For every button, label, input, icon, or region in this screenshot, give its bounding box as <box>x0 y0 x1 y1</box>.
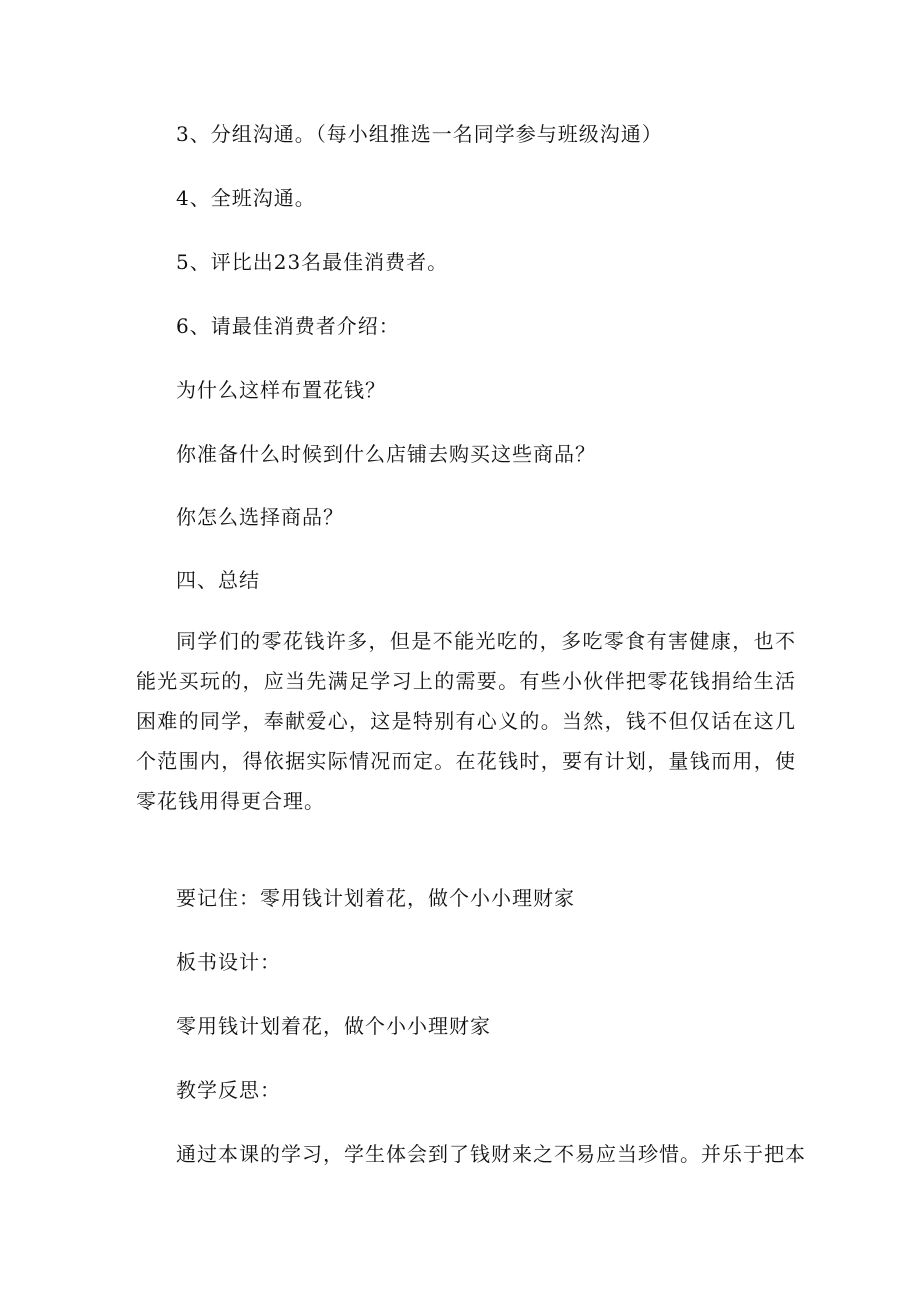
step-4-class-communication: 4、全班沟通。 <box>176 186 316 210</box>
board-design-label: 板书设计： <box>176 950 281 974</box>
step-3-group-communication: 3、分组沟通。（每小组推选一名同学参与班级沟通） <box>176 122 663 146</box>
summary-paragraph: 同学们的零花钱许多，但是不能光吃的，多吃零食有害健康，也不能光买玩的，应当先满足学习上的需要。有些小伙伴把零花钱捐给生活困难的同学，奉献爱心，这是特别有心义的。当然，钱不但仅话在这几个范围内，得依据实际情况而定。在花钱时，要有计划，量钱而用，使零花钱用得更合理。 <box>136 629 796 813</box>
question-when-where-buy: 你准备什么时候到什么店铺去购买这些商品？ <box>176 442 596 466</box>
step-6-best-consumers-intro: 6、请最佳消费者介绍： <box>176 314 400 338</box>
step-5-select-best-consumers: 5、评比出23名最佳消费者。 <box>176 250 449 274</box>
remember-line: 要记住：零用钱计划着花，做个小小理财家 <box>176 886 575 910</box>
section-heading-summary: 四、总结 <box>176 568 260 592</box>
reflection-text: 通过本课的学习，学生体会到了钱财来之不易应当珍惜。并乐于把本 <box>176 1142 806 1166</box>
board-design-text: 零用钱计划着花，做个小小理财家 <box>176 1014 491 1038</box>
reflection-label: 教学反思： <box>176 1078 281 1102</box>
question-how-choose: 你怎么选择商品？ <box>176 505 344 529</box>
question-why-plan: 为什么这样布置花钱？ <box>176 378 386 402</box>
